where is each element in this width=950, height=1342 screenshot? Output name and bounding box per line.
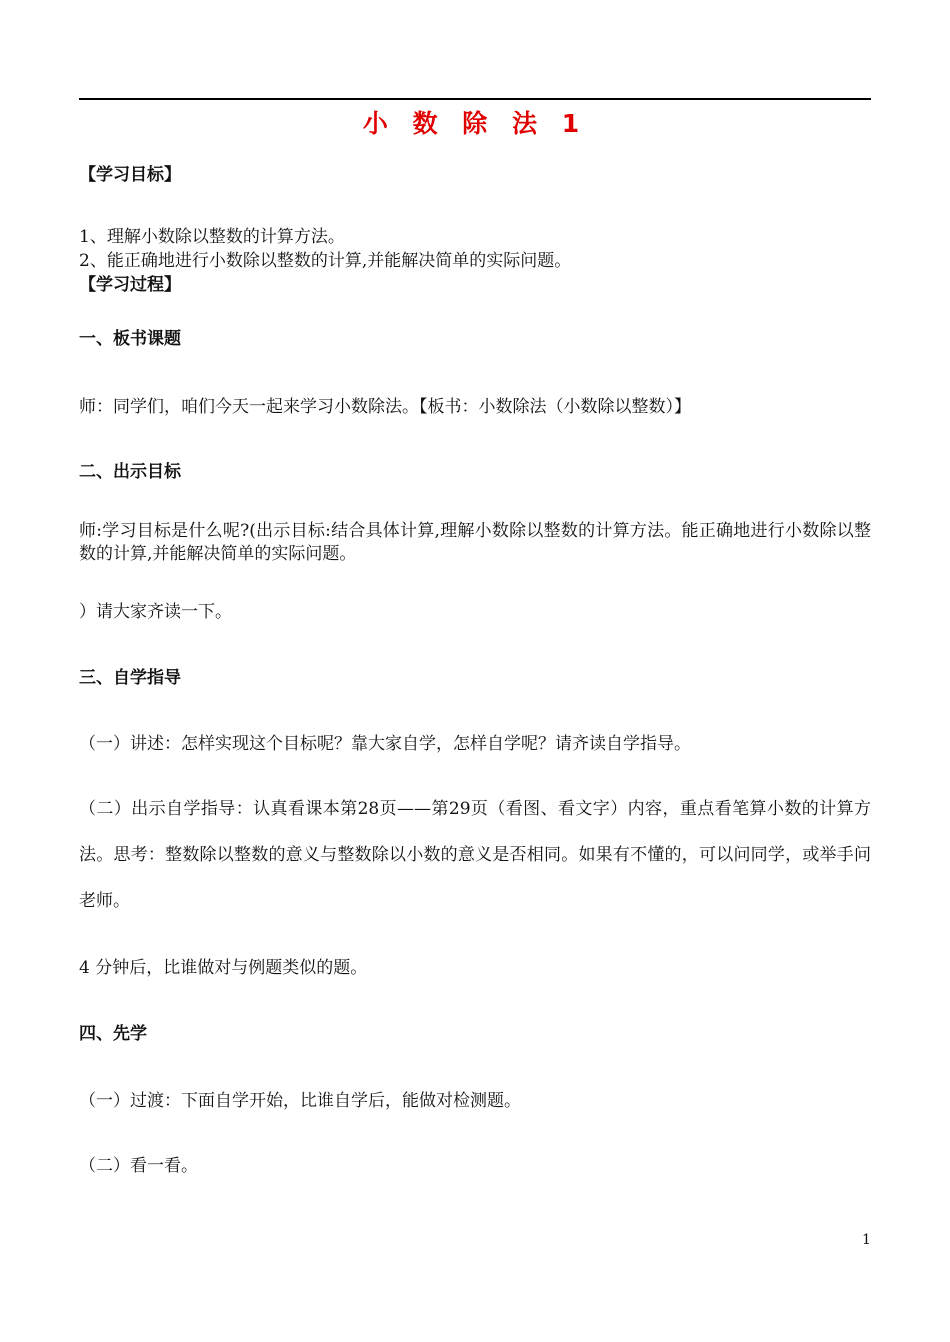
section-1-text: 师：同学们，咱们今天一起来学习小数除法。【板书：小数除法（小数除以整数）】 [79,397,691,417]
section-3-paragraph-3: 4 分钟后，比谁做对与例题类似的题。 [79,958,368,978]
section-2-text: 师:学习目标是什么呢?(出示目标:结合具体计算,理解小数除以整数的计算方法。能正确地进行小数除以整数的计算,并能解决简单的实际问题。 [79,521,871,564]
section-2-heading: 二、出示目标 [79,462,181,482]
section-2-text-continued: ）请大家齐读一下。 [79,602,232,622]
objective-item-1: 1、理解小数除以整数的计算方法。 [79,227,345,247]
header-rule [79,98,871,100]
section-1-heading: 一、板书课题 [79,329,181,349]
section-4-paragraph-1: （一）过渡：下面自学开始，比谁自学后，能做对检测题。 [79,1091,521,1111]
section-4-heading: 四、先学 [79,1024,147,1044]
section-3-paragraph-2: （二）出示自学指导：认真看课本第28页——第29页（看图、看文字）内容，重点看笔算小数的计算方法。思考：整数除以整数的意义与整数除以小数的意义是否相同。如果有不懂的，可以问同学，或举手问老师。 [79,799,871,911]
objectives-heading: 【学习目标】 [79,165,181,185]
process-heading: 【学习过程】 [79,275,181,295]
section-3-heading: 三、自学指导 [79,668,181,688]
page-title: 小 数 除 法 1 [362,109,588,138]
section-4-paragraph-2: （二）看一看。 [79,1156,198,1176]
objective-item-2: 2、能正确地进行小数除以整数的计算,并能解决简单的实际问题。 [79,251,572,271]
page-number: 1 [862,1232,871,1248]
section-3-paragraph-1: （一）讲述：怎样实现这个目标呢？靠大家自学，怎样自学呢？请齐读自学指导。 [79,734,691,754]
